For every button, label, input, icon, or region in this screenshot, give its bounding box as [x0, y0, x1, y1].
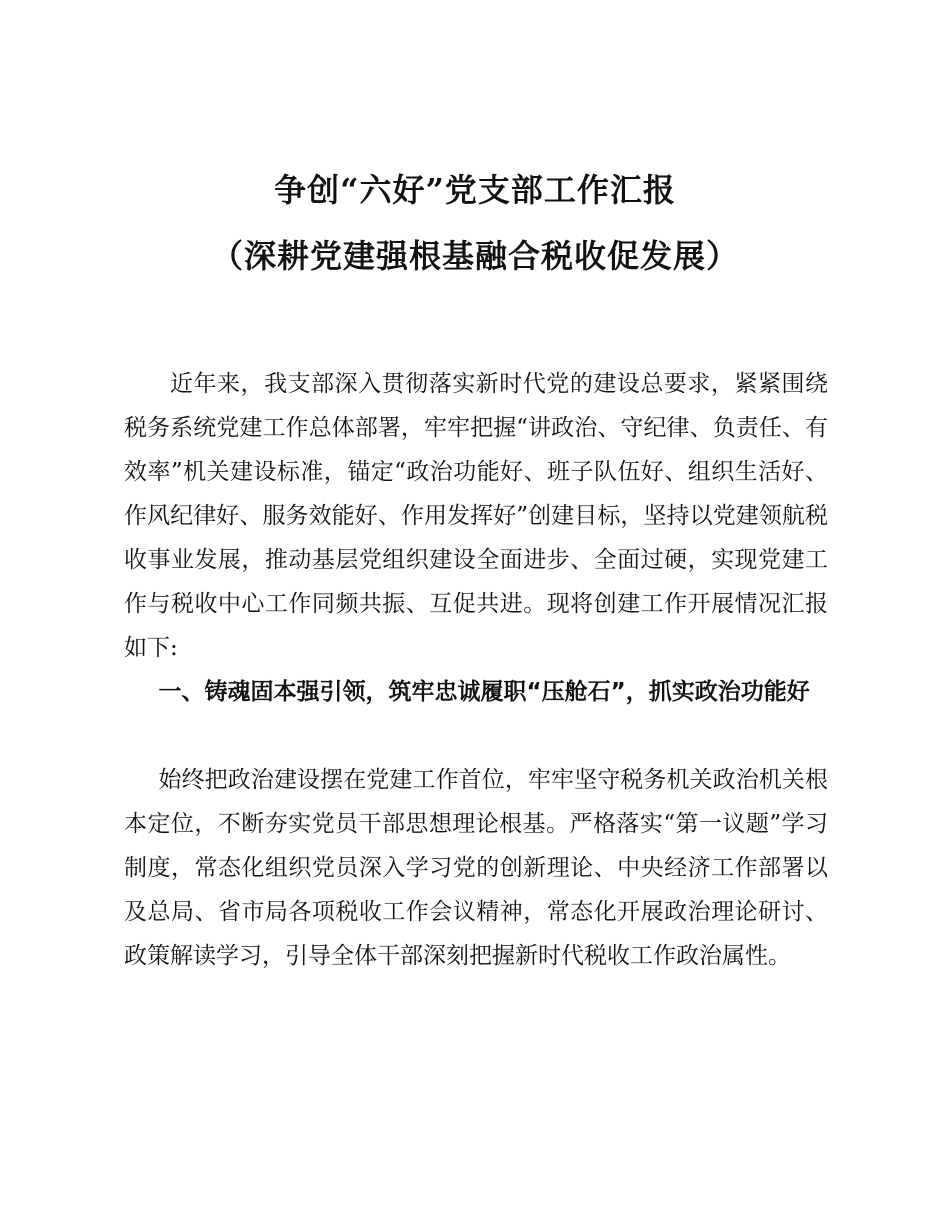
document-subtitle: （深耕党建强根基融合税收促发展） [210, 237, 739, 275]
intro-paragraph: 近年来，我支部深入贯彻落实新时代党的建设总要求，紧紧围绕税务系统党建工作总体部署，牢牢把握“讲政治、守纪律、负责任、有效率”机关建设标准，锚定“政治功能好、班子队伍好、组织生活好、作风纪律好、服务效能好、作用发挥好”创建目标，坚持以党建领航税收事业发展，推动基层党组织建设全面进步、全面过硬，实现党建工作与税收中心工作同频共振、互促共进。现将创建工作开展情况汇报如下: [124, 371, 828, 661]
section-1-heading: 一、铸魂固本强引领，筑牢忠诚履职“压舱石”，抓实政治功能好 [158, 679, 810, 705]
intro-section [124, 362, 828, 670]
document-title: 争创“六好”党支部工作汇报 [274, 171, 676, 209]
section-1-paragraph: 始终把政治建设摆在党建工作首位，牢牢坚守税务机关政治机关根本定位，不断夯实党员干部思想理论根基。严格落实“第一议题”学习制度，常态化组织党员深入学习党的创新理论、中央经济工作部署以及总局、省市局各项税收工作会议精神，常态化开展政治理论研讨、政策解读学习，引导全体干部深刻把握新时代税收工作政治属性。 [124, 767, 828, 969]
section-1-body [124, 758, 828, 978]
